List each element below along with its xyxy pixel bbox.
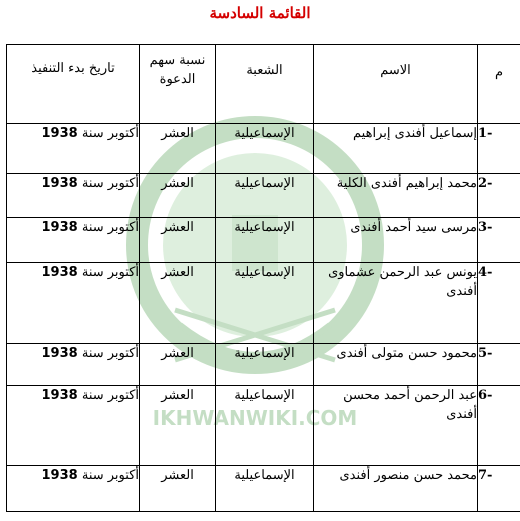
row-name: يونس عبد الرحمن عشماوى أفندى bbox=[314, 263, 478, 344]
row-name: مرسى سيد أحمد أفندى bbox=[314, 218, 478, 263]
row-date: أكتوبر سنة 1938 bbox=[7, 386, 140, 466]
row-share: العشر bbox=[140, 124, 216, 174]
row-date: أكتوبر سنة 1938 bbox=[7, 218, 140, 263]
row-share: العشر bbox=[140, 344, 216, 386]
row-share: العشر bbox=[140, 386, 216, 466]
row-date: أكتوبر سنة 1938 bbox=[7, 124, 140, 174]
row-name: محمود حسن متولى أفندى bbox=[314, 344, 478, 386]
row-num: 6- bbox=[478, 386, 520, 466]
row-branch: الإسماعيلية bbox=[216, 344, 314, 386]
header-num: م bbox=[478, 45, 520, 124]
table-row bbox=[7, 263, 520, 344]
table-row bbox=[7, 386, 520, 466]
row-branch: الإسماعيلية bbox=[216, 218, 314, 263]
row-num: 2- bbox=[478, 174, 520, 218]
row-share: العشر bbox=[140, 263, 216, 344]
row-branch: الإسماعيلية bbox=[216, 466, 314, 512]
row-branch: الإسماعيلية bbox=[216, 263, 314, 344]
header-name: الاسم bbox=[314, 45, 478, 124]
members-table bbox=[6, 44, 520, 512]
row-date: أكتوبر سنة 1938 bbox=[7, 344, 140, 386]
table-row bbox=[7, 174, 520, 218]
row-num: 3- bbox=[478, 218, 520, 263]
row-share: العشر bbox=[140, 174, 216, 218]
row-name: محمد حسن منصور أفندى bbox=[314, 466, 478, 512]
table-row bbox=[7, 218, 520, 263]
header-branch: الشعبة bbox=[216, 45, 314, 124]
row-num: 5- bbox=[478, 344, 520, 386]
row-branch: الإسماعيلية bbox=[216, 174, 314, 218]
row-name: عبد الرحمن أحمد محسن أفندى bbox=[314, 386, 478, 466]
row-share: العشر bbox=[140, 218, 216, 263]
table-row bbox=[7, 466, 520, 512]
table-header-row bbox=[7, 45, 520, 124]
row-date: أكتوبر سنة 1938 bbox=[7, 174, 140, 218]
header-share: نسبة سهم الدعوة bbox=[140, 45, 216, 124]
row-date: أكتوبر سنة 1938 bbox=[7, 466, 140, 512]
table-row bbox=[7, 344, 520, 386]
row-branch: الإسماعيلية bbox=[216, 386, 314, 466]
row-num: 4- bbox=[478, 263, 520, 344]
table-row bbox=[7, 124, 520, 174]
row-num: 7- bbox=[478, 466, 520, 512]
row-num: 1- bbox=[478, 124, 520, 174]
header-date: تاريخ بدء التنفيذ bbox=[7, 45, 140, 124]
row-share: العشر bbox=[140, 466, 216, 512]
row-name: محمد إبراهيم أفندى الكلية bbox=[314, 174, 478, 218]
row-date: أكتوبر سنة 1938 bbox=[7, 263, 140, 344]
row-name: إسماعيل أفندى إبراهيم bbox=[314, 124, 478, 174]
watermark-text: IKHWANWIKI.COM bbox=[152, 406, 358, 430]
row-branch: الإسماعيلية bbox=[216, 124, 314, 174]
page-title: القائمة السادسة bbox=[209, 4, 311, 22]
